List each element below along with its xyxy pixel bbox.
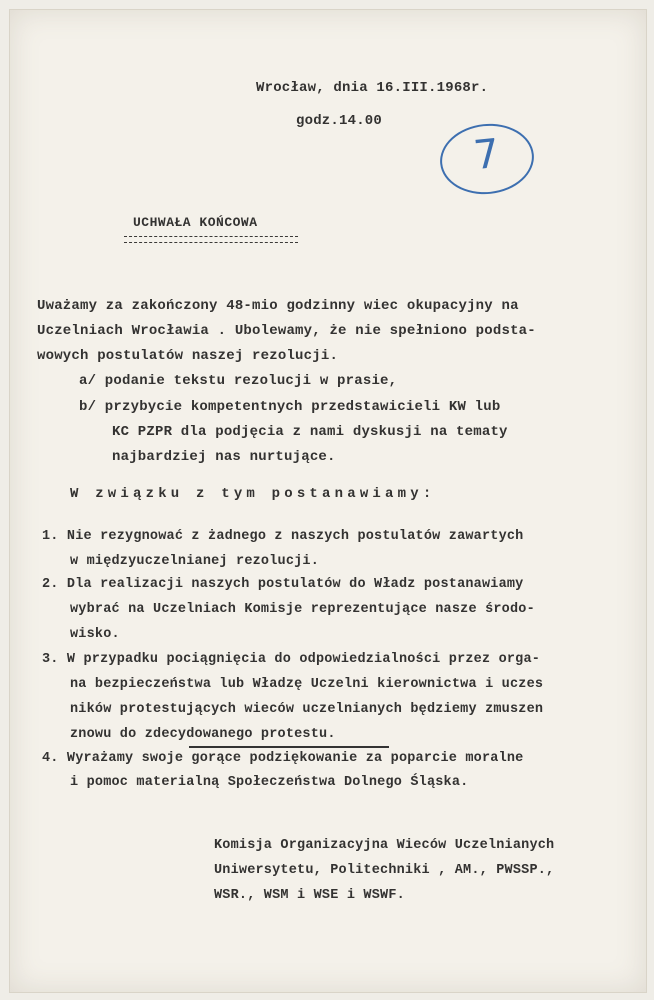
intro-line: Uważamy za zakończony 48-mio godzinny wiec okupacyjny na [37,298,519,314]
resolve-heading: W związku z tym postanawiamy: [70,486,436,502]
protest-underline [189,746,389,748]
resolution-2-line: 2. Dla realizacji naszych postulatów do Władz postanawiamy [42,577,524,592]
point-b-continued: KC PZPR dla podjęcia z nami dyskusji na tematy [112,424,508,440]
document-title: UCHWAŁA KOŃCOWA [133,215,258,230]
intro-line: wowych postulatów naszej rezolucji. [37,348,339,364]
page-number: 7 [471,130,502,180]
point-b-continued: najbardziej nas nurtujące. [112,449,336,465]
resolution-4-line: i pomoc materialną Społeczeństwa Dolnego Śląska. [70,775,469,790]
resolution-1-line: w międzyuczelnianej rezolucji. [70,554,320,569]
resolution-1-line: 1. Nie rezygnować z żadnego z naszych postulatów zawartych [42,529,524,544]
point-a: a/ podanie tekstu rezolucji w prasie, [79,373,398,389]
point-b: b/ przybycie kompetentnych przedstawicieli KW lub [79,399,501,415]
resolution-3-line: 3. W przypadku pociągnięcia do odpowiedzialności przez orga- [42,652,541,667]
time: godz.14.00 [296,113,383,129]
resolution-4-line: 4. Wyrażamy swoje gorące podziękowanie za poparcie moralne [42,751,524,766]
resolution-3-line: znowu do zdecydowanego protestu. [70,727,336,742]
resolution-3-line: ników protestujących wieców uczelnianych będziemy zmuszen [70,702,544,717]
place-date: Wrocław, dnia 16.III.1968r. [256,80,489,96]
signature-line: Komisja Organizacyjna Wieców Uczelnianych [214,838,555,853]
signature-line: Uniwersytetu, Politechniki , AM., PWSSP., [214,863,555,878]
resolution-2-line: wisko. [70,627,120,642]
intro-line: Uczelniach Wrocławia . Ubolewamy, że nie spełniono podsta- [37,323,536,339]
title-underline [124,236,298,243]
resolution-2-line: wybrać na Uczelniach Komisje reprezentujące nasze środo- [70,602,535,617]
resolution-3-line: na bezpieczeństwa lub Władzę Uczelni kierownictwa i uczes [70,677,544,692]
signature-line: WSR., WSM i WSE i WSWF. [214,888,405,903]
